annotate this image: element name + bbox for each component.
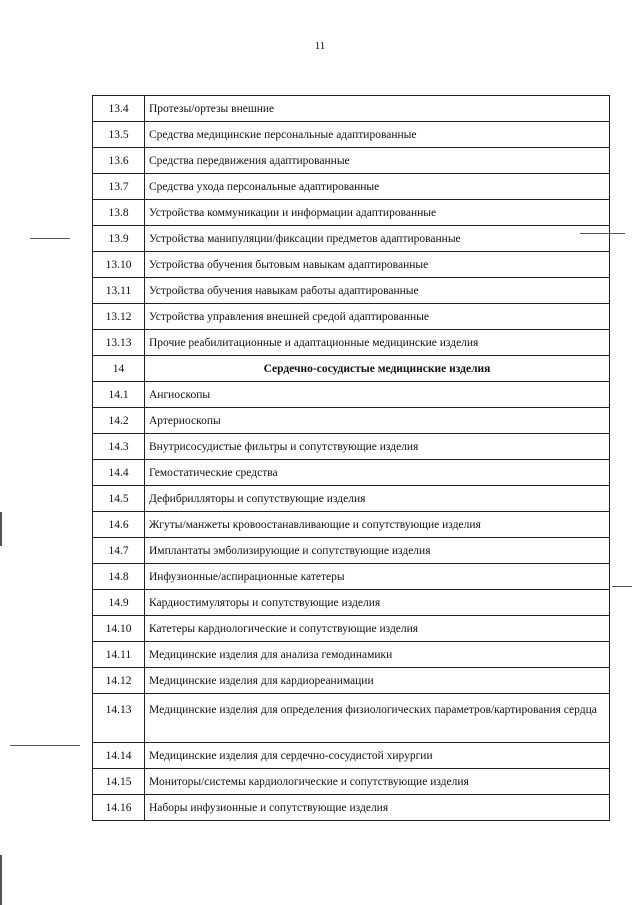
table-row [93, 330, 610, 356]
table-row [93, 743, 610, 769]
row-name: Средства передвижения адаптированные [145, 148, 610, 174]
scan-artifact-dash [612, 586, 632, 587]
table-row [93, 148, 610, 174]
row-name: Медицинские изделия для анализа гемодинамики [145, 642, 610, 668]
device-catalog-table [92, 95, 610, 821]
table-row [93, 590, 610, 616]
section-header-row [93, 356, 610, 382]
row-code: 14.8 [93, 564, 145, 590]
row-name: Устройства обучения бытовым навыкам адаптированные [145, 252, 610, 278]
row-name: Устройства обучения навыкам работы адаптированные [145, 278, 610, 304]
section-code: 14 [93, 356, 145, 382]
table-row [93, 668, 610, 694]
row-code: 14.4 [93, 460, 145, 486]
row-code: 14.11 [93, 642, 145, 668]
table-row [93, 694, 610, 743]
scan-artifact-dash [10, 745, 80, 746]
row-code: 14.12 [93, 668, 145, 694]
table-row [93, 486, 610, 512]
table-row [93, 122, 610, 148]
row-code: 14.6 [93, 512, 145, 538]
row-code: 13.12 [93, 304, 145, 330]
row-name: Гемостатические средства [145, 460, 610, 486]
row-code: 13.6 [93, 148, 145, 174]
row-name: Устройства управления внешней средой адаптированные [145, 304, 610, 330]
table-row [93, 226, 610, 252]
row-name: Внутрисосудистые фильтры и сопутствующие изделия [145, 434, 610, 460]
table-row [93, 564, 610, 590]
row-code: 14.15 [93, 769, 145, 795]
table-row [93, 278, 610, 304]
row-name: Артериоскопы [145, 408, 610, 434]
row-code: 14.13 [93, 694, 145, 743]
table-row [93, 174, 610, 200]
row-code: 14.9 [93, 590, 145, 616]
row-name: Наборы инфузионные и сопутствующие изделия [145, 795, 610, 821]
row-name: Имплантаты эмболизирующие и сопутствующие изделия [145, 538, 610, 564]
row-code: 14.2 [93, 408, 145, 434]
table-row [93, 434, 610, 460]
row-code: 14.1 [93, 382, 145, 408]
table-row [93, 252, 610, 278]
row-code: 14.14 [93, 743, 145, 769]
row-name: Мониторы/системы кардиологические и сопутствующие изделия [145, 769, 610, 795]
row-code: 13.4 [93, 96, 145, 122]
table-row [93, 460, 610, 486]
row-code: 14.3 [93, 434, 145, 460]
table-row [93, 200, 610, 226]
row-name: Ангиоскопы [145, 382, 610, 408]
row-code: 13.7 [93, 174, 145, 200]
scan-artifact-left-edge-bottom [0, 855, 2, 905]
page-number: 11 [314, 40, 326, 52]
section-title: Сердечно-сосудистые медицинские изделия [145, 356, 610, 382]
row-name: Дефибрилляторы и сопутствующие изделия [145, 486, 610, 512]
table-row [93, 304, 610, 330]
row-code: 13.9 [93, 226, 145, 252]
table-row [93, 795, 610, 821]
table-row [93, 538, 610, 564]
table-row [93, 512, 610, 538]
row-name: Катетеры кардиологические и сопутствующие изделия [145, 616, 610, 642]
table-row [93, 769, 610, 795]
row-name: Инфузионные/аспирационные катетеры [145, 564, 610, 590]
row-code: 13.8 [93, 200, 145, 226]
scan-artifact-left-edge [0, 512, 2, 546]
row-code: 14.16 [93, 795, 145, 821]
row-name: Устройства манипуляции/фиксации предметов адаптированные [145, 226, 610, 252]
row-code: 13.10 [93, 252, 145, 278]
table-row [93, 382, 610, 408]
table-row [93, 96, 610, 122]
row-name: Прочие реабилитационные и адаптационные медицинские изделия [145, 330, 610, 356]
row-code: 14.5 [93, 486, 145, 512]
row-code: 13.5 [93, 122, 145, 148]
row-code: 14.10 [93, 616, 145, 642]
row-code: 14.7 [93, 538, 145, 564]
scan-artifact-dash [580, 233, 625, 234]
row-name: Протезы/ортезы внешние [145, 96, 610, 122]
row-name: Медицинские изделия для сердечно-сосудистой хирургии [145, 743, 610, 769]
row-name: Средства медицинские персональные адаптированные [145, 122, 610, 148]
table-row [93, 616, 610, 642]
row-name: Устройства коммуникации и информации адаптированные [145, 200, 610, 226]
row-name: Медицинские изделия для кардиореанимации [145, 668, 610, 694]
row-code: 13.11 [93, 278, 145, 304]
row-code: 13.13 [93, 330, 145, 356]
table-row [93, 642, 610, 668]
row-name: Жгуты/манжеты кровоостанавливающие и сопутствующие изделия [145, 512, 610, 538]
row-name: Кардиостимуляторы и сопутствующие изделия [145, 590, 610, 616]
scan-artifact-dash [30, 238, 70, 239]
row-name: Средства ухода персональные адаптированные [145, 174, 610, 200]
row-name: Медицинские изделия для определения физиологических параметров/картирования сердца [145, 694, 610, 743]
table-row [93, 408, 610, 434]
